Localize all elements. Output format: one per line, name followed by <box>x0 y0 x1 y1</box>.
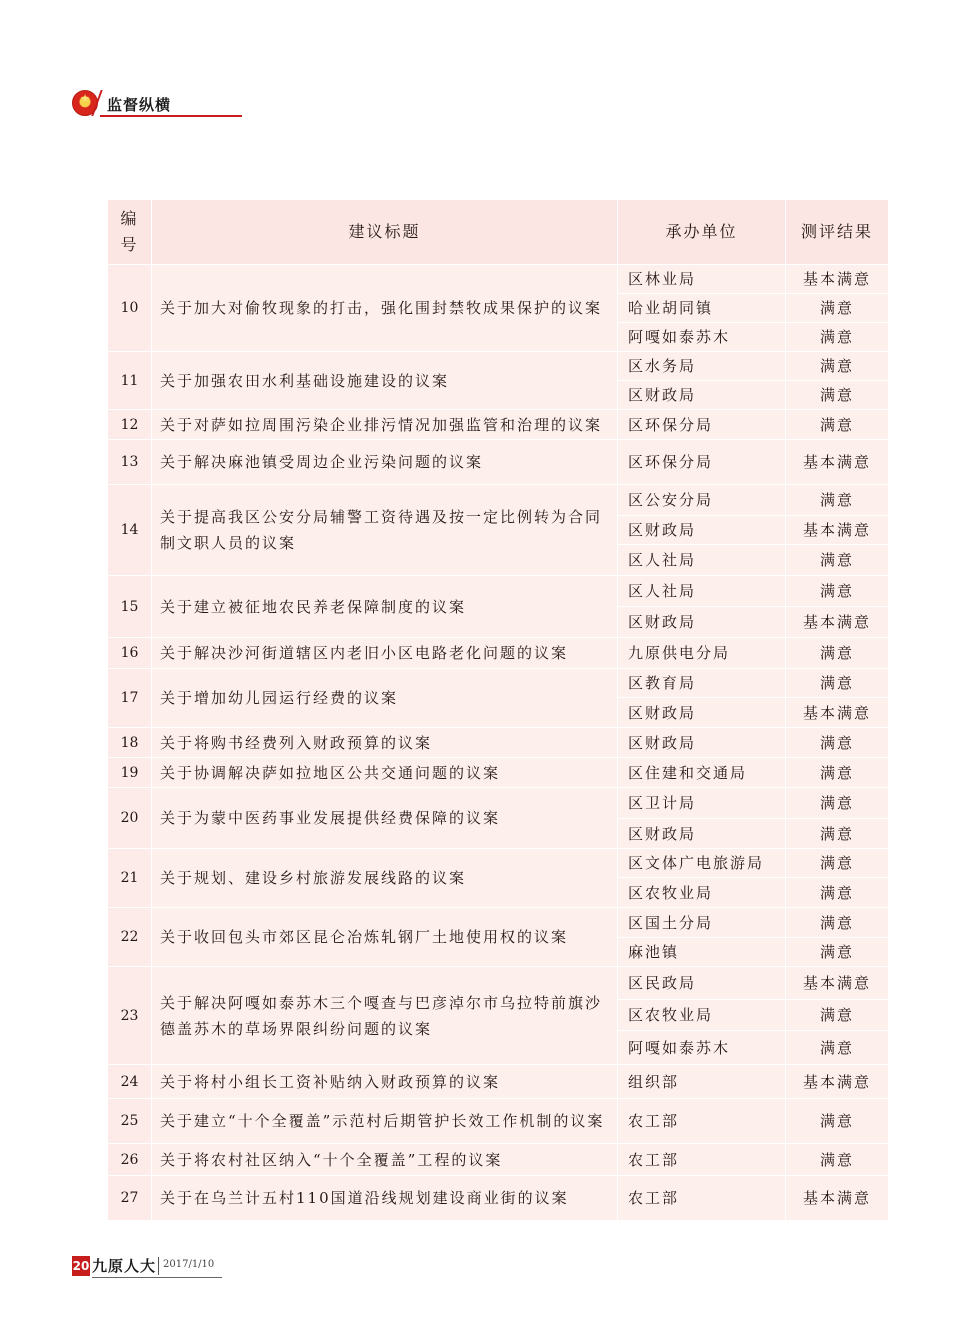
footer-divider <box>158 1257 159 1275</box>
header-rule <box>100 115 242 117</box>
row-number: 21 <box>108 849 152 908</box>
evaluation-result: 基本满意 <box>786 516 889 545</box>
table-row <box>108 788 889 819</box>
row-number: 15 <box>108 576 152 638</box>
col-header-number-bottom: 号 <box>120 235 139 254</box>
table-row <box>108 576 889 607</box>
table-row <box>108 849 889 878</box>
handling-unit: 区财政局 <box>618 698 786 728</box>
motion-title: 关于对萨如拉周围污染企业排污情况加强监管和治理的议案 <box>152 410 618 440</box>
handling-unit: 区住建和交通局 <box>618 758 786 788</box>
row-number: 18 <box>108 728 152 758</box>
motion-title: 关于规划、建设乡村旅游发展线路的议案 <box>152 849 618 908</box>
evaluation-result: 满意 <box>786 788 889 819</box>
motion-title: 关于将村小组长工资补贴纳入财政预算的议案 <box>152 1065 618 1099</box>
evaluation-result: 满意 <box>786 669 889 698</box>
magazine-name: 九原人大 <box>92 1257 157 1275</box>
evaluation-result: 基本满意 <box>786 1176 889 1221</box>
evaluation-result: 满意 <box>786 878 889 908</box>
motion-title: 关于在乌兰计五村110国道沿线规划建设商业街的议案 <box>152 1176 618 1221</box>
issue-date: 2017/1/10 <box>163 1259 215 1270</box>
table-row <box>108 265 889 294</box>
handling-unit: 阿嘎如泰苏木 <box>618 323 786 352</box>
handling-unit: 农工部 <box>618 1099 786 1144</box>
handling-unit: 区农牧业局 <box>618 1000 786 1031</box>
evaluation-result: 满意 <box>786 638 889 669</box>
handling-unit: 九原供电分局 <box>618 638 786 669</box>
table-row <box>108 1099 889 1144</box>
table-header-row <box>108 200 889 265</box>
col-header-number-top: 编 <box>120 209 139 228</box>
handling-unit: 区环保分局 <box>618 440 786 485</box>
handling-unit: 区林业局 <box>618 265 786 294</box>
table-row <box>108 440 889 485</box>
row-number: 24 <box>108 1065 152 1099</box>
motion-title: 关于为蒙中医药事业发展提供经费保障的议案 <box>152 788 618 849</box>
row-number: 26 <box>108 1144 152 1176</box>
section-header <box>72 90 242 118</box>
evaluation-result: 满意 <box>786 1031 889 1065</box>
table-row <box>108 1176 889 1221</box>
table-row <box>108 758 889 788</box>
evaluation-result: 满意 <box>786 728 889 758</box>
motion-title: 关于加大对偷牧现象的打击，强化围封禁牧成果保护的议案 <box>152 265 618 352</box>
handling-unit: 区环保分局 <box>618 410 786 440</box>
row-number: 23 <box>108 967 152 1065</box>
evaluation-result: 满意 <box>786 410 889 440</box>
handling-unit: 区财政局 <box>618 516 786 545</box>
col-header-result: 测评结果 <box>786 200 889 265</box>
handling-unit: 麻池镇 <box>618 938 786 967</box>
row-number: 25 <box>108 1099 152 1144</box>
row-number: 14 <box>108 485 152 576</box>
handling-unit: 区水务局 <box>618 352 786 381</box>
evaluation-result: 满意 <box>786 1144 889 1176</box>
row-number: 11 <box>108 352 152 410</box>
evaluation-result: 满意 <box>786 908 889 938</box>
evaluation-result: 满意 <box>786 323 889 352</box>
evaluation-result: 满意 <box>786 1099 889 1144</box>
col-header-title: 建议标题 <box>152 200 618 265</box>
handling-unit: 区财政局 <box>618 607 786 638</box>
handling-unit: 农工部 <box>618 1144 786 1176</box>
handling-unit: 阿嘎如泰苏木 <box>618 1031 786 1065</box>
evaluation-result: 满意 <box>786 849 889 878</box>
table-row <box>108 410 889 440</box>
handling-unit: 区卫计局 <box>618 788 786 819</box>
handling-unit: 哈业胡同镇 <box>618 294 786 323</box>
handling-unit: 区人社局 <box>618 545 786 576</box>
motion-title: 关于加强农田水利基础设施建设的议案 <box>152 352 618 410</box>
handling-unit: 区财政局 <box>618 819 786 849</box>
row-number: 22 <box>108 908 152 967</box>
row-number: 10 <box>108 265 152 352</box>
table-row <box>108 669 889 698</box>
col-header-number <box>108 200 152 265</box>
evaluation-result: 满意 <box>786 938 889 967</box>
table-row <box>108 728 889 758</box>
motion-title: 关于增加幼儿园运行经费的议案 <box>152 669 618 728</box>
table-row <box>108 1144 889 1176</box>
row-number: 19 <box>108 758 152 788</box>
handling-unit: 区公安分局 <box>618 485 786 516</box>
handling-unit: 区国土分局 <box>618 908 786 938</box>
row-number: 16 <box>108 638 152 669</box>
row-number: 17 <box>108 669 152 728</box>
motion-title: 关于收回包头市郊区昆仑冶炼轧钢厂土地使用权的议案 <box>152 908 618 967</box>
evaluation-result: 满意 <box>786 758 889 788</box>
evaluation-result: 满意 <box>786 819 889 849</box>
evaluation-result: 基本满意 <box>786 1065 889 1099</box>
motion-title: 关于将购书经费列入财政预算的议案 <box>152 728 618 758</box>
evaluation-result: 基本满意 <box>786 967 889 1000</box>
page-footer <box>72 1254 292 1278</box>
evaluation-result: 满意 <box>786 545 889 576</box>
table-row <box>108 908 889 938</box>
row-number: 13 <box>108 440 152 485</box>
evaluation-result: 满意 <box>786 381 889 410</box>
evaluation-result: 基本满意 <box>786 265 889 294</box>
motion-title: 关于建立被征地农民养老保障制度的议案 <box>152 576 618 638</box>
national-emblem-icon: ★ <box>72 90 98 116</box>
page-number: 20 <box>72 1256 90 1276</box>
row-number: 27 <box>108 1176 152 1221</box>
footer-rule <box>92 1277 222 1278</box>
handling-unit: 组织部 <box>618 1065 786 1099</box>
handling-unit: 区人社局 <box>618 576 786 607</box>
motion-title: 关于解决沙河街道辖区内老旧小区电路老化问题的议案 <box>152 638 618 669</box>
evaluation-result: 基本满意 <box>786 440 889 485</box>
section-title: 监督纵横 <box>107 96 172 114</box>
motion-title: 关于建立“十个全覆盖”示范村后期管护长效工作机制的议案 <box>152 1099 618 1144</box>
handling-unit: 区财政局 <box>618 381 786 410</box>
evaluation-result: 基本满意 <box>786 698 889 728</box>
motion-title: 关于将农村社区纳入“十个全覆盖”工程的议案 <box>152 1144 618 1176</box>
handling-unit: 农工部 <box>618 1176 786 1221</box>
col-header-unit: 承办单位 <box>618 200 786 265</box>
motion-title: 关于解决麻池镇受周边企业污染问题的议案 <box>152 440 618 485</box>
evaluation-result: 基本满意 <box>786 607 889 638</box>
table-row <box>108 638 889 669</box>
table-row <box>108 1065 889 1099</box>
evaluation-result: 满意 <box>786 1000 889 1031</box>
handling-unit: 区财政局 <box>618 728 786 758</box>
evaluation-result: 满意 <box>786 576 889 607</box>
table-row <box>108 352 889 381</box>
table-row <box>108 967 889 1000</box>
evaluation-result: 满意 <box>786 352 889 381</box>
row-number: 20 <box>108 788 152 849</box>
handling-unit: 区民政局 <box>618 967 786 1000</box>
motion-evaluation-table <box>107 199 889 1221</box>
handling-unit: 区农牧业局 <box>618 878 786 908</box>
handling-unit: 区教育局 <box>618 669 786 698</box>
motion-title: 关于解决阿嘎如泰苏木三个嘎查与巴彦淖尔市乌拉特前旗沙德盖苏木的草场界限纠纷问题的议案 <box>152 967 618 1065</box>
evaluation-result: 满意 <box>786 294 889 323</box>
table-row <box>108 485 889 516</box>
motion-title: 关于提高我区公安分局辅警工资待遇及按一定比例转为合同制文职人员的议案 <box>152 485 618 576</box>
evaluation-result: 满意 <box>786 485 889 516</box>
row-number: 12 <box>108 410 152 440</box>
motion-title: 关于协调解决萨如拉地区公共交通问题的议案 <box>152 758 618 788</box>
handling-unit: 区文体广电旅游局 <box>618 849 786 878</box>
